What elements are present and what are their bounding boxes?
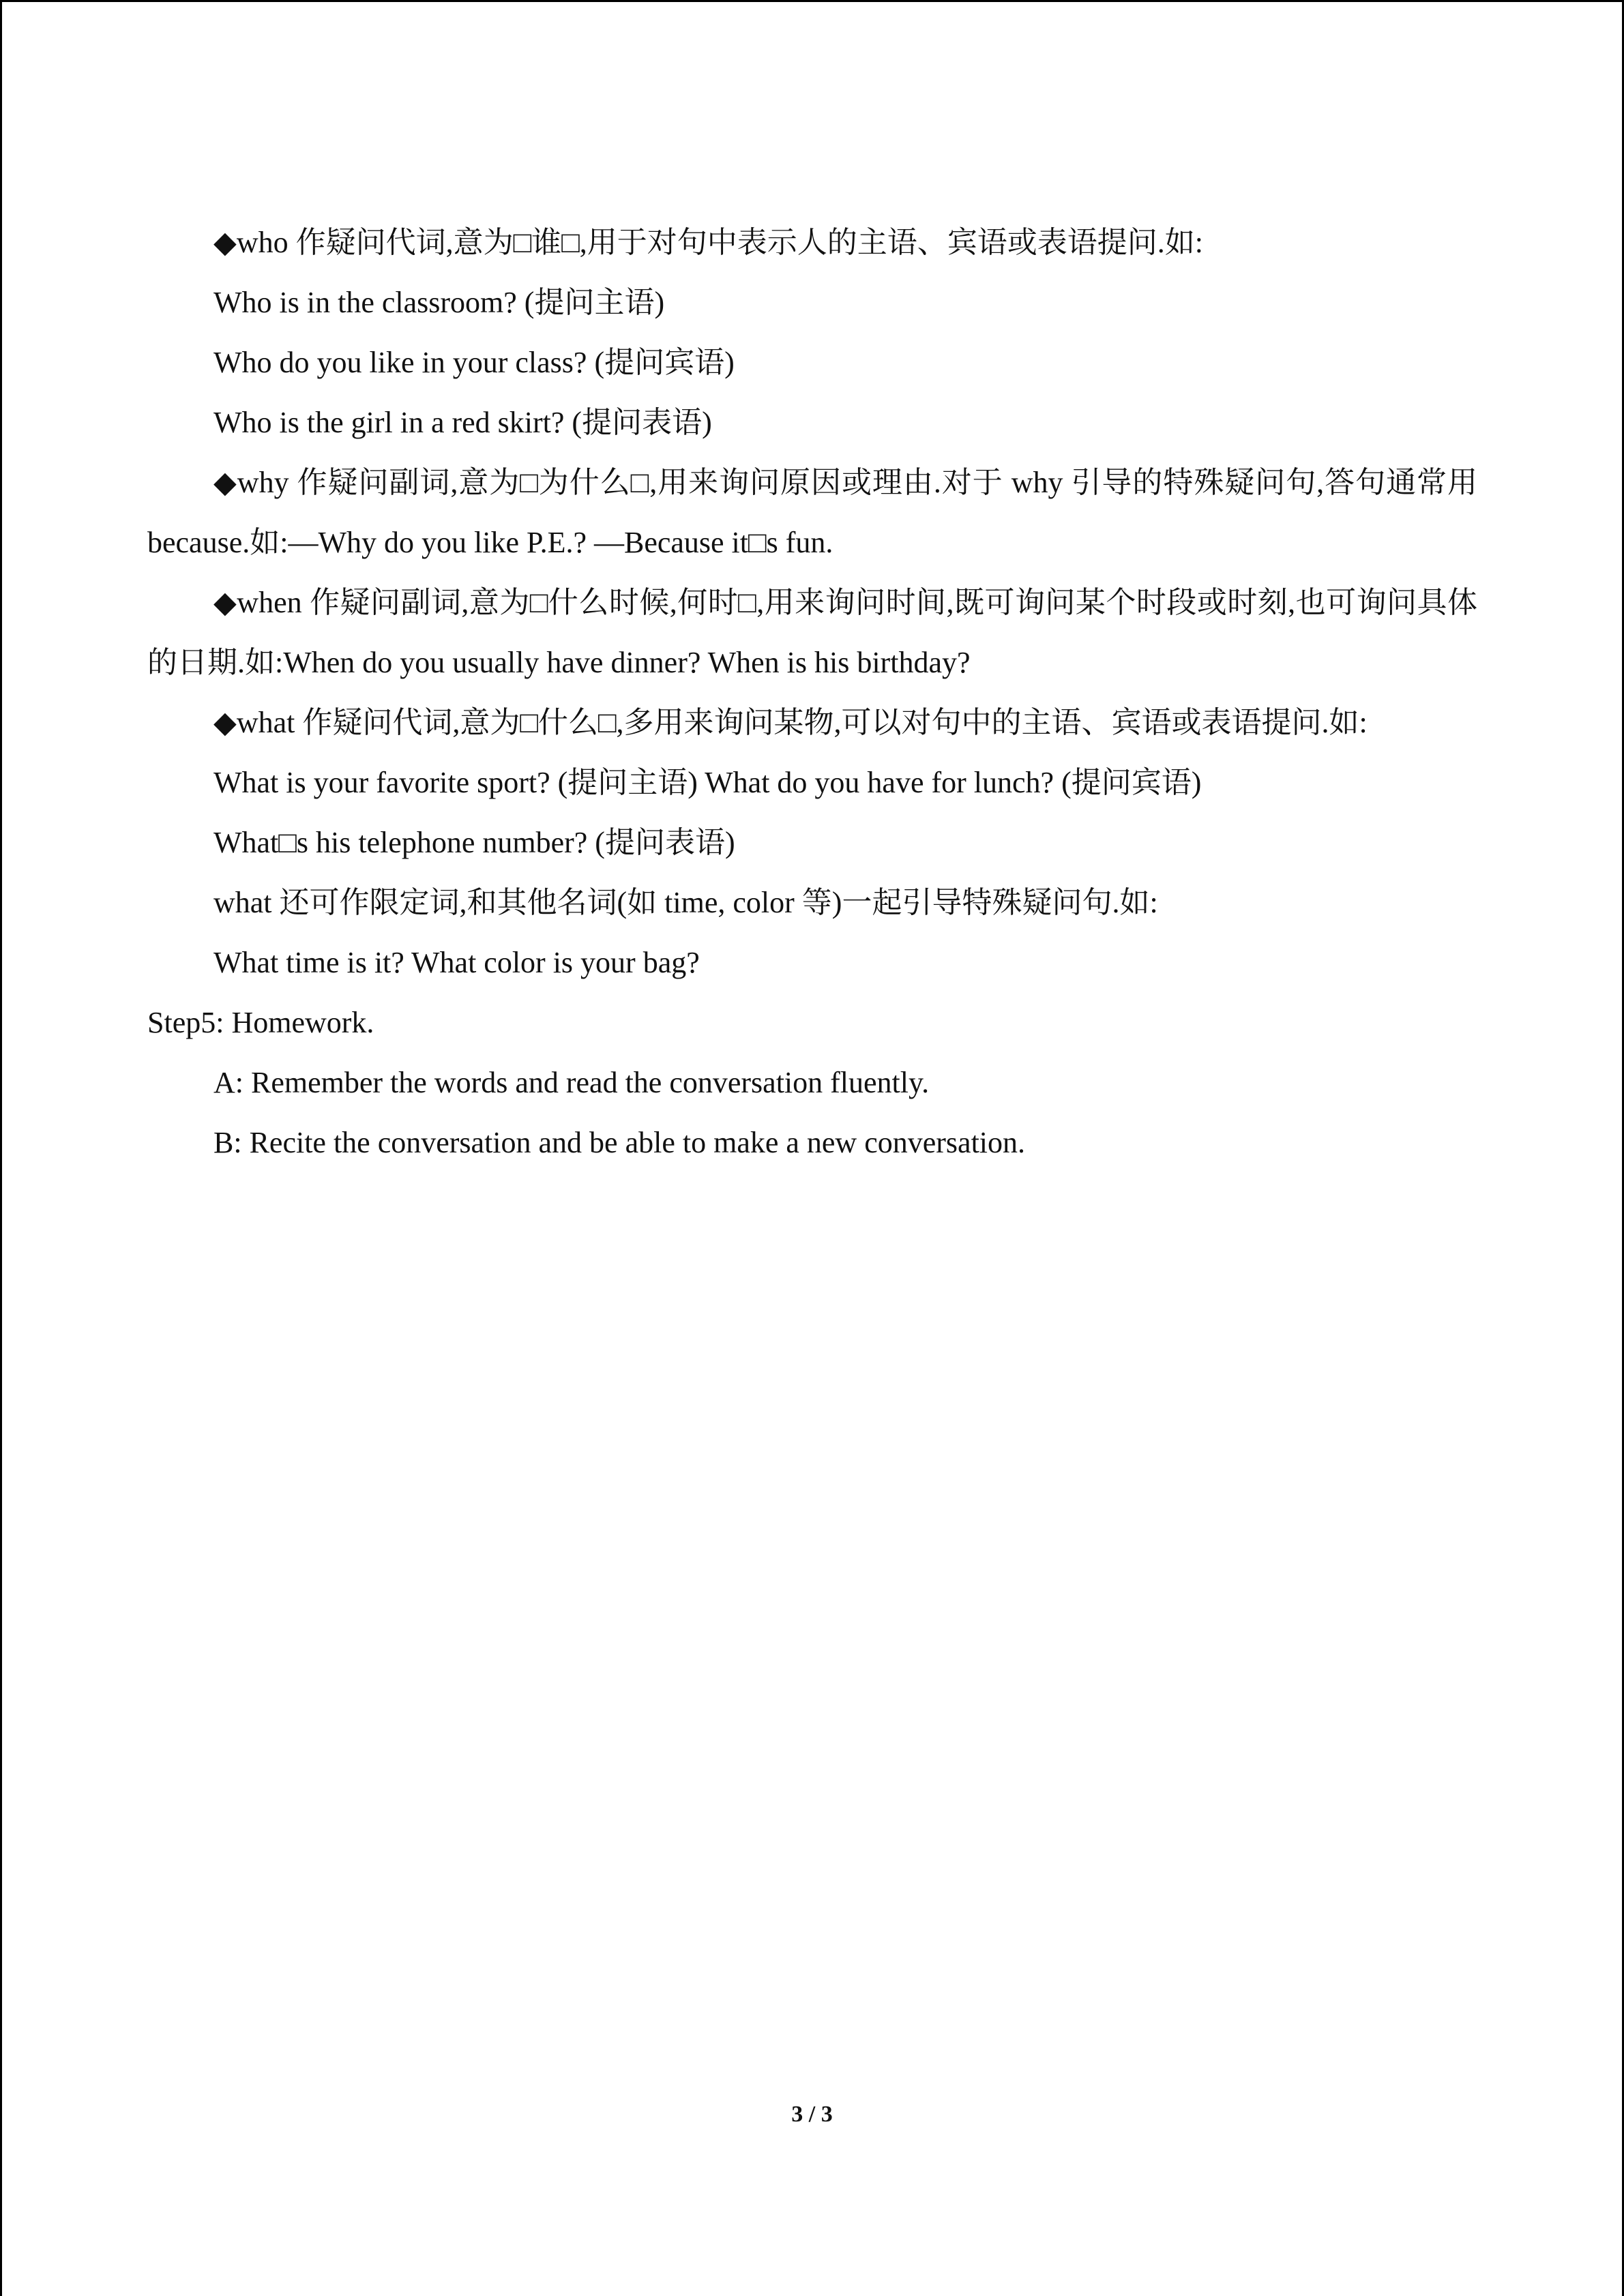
when-paragraph: ◆when 作疑问副词,意为□什么时候,何时□,用来询问时间,既可询问某个时段或时刻,也可询问具体的日期.如:When do you usually have dinner? When is his birthday?	[147, 586, 1477, 679]
step5-heading: Step5: Homework.	[147, 1006, 374, 1039]
what-example-predicative: What□s his telephone number? (提问表语)	[213, 826, 735, 859]
document-body	[147, 213, 1477, 1173]
who-intro-paragraph: ◆who 作疑问代词,意为□谁□,用于对句中表示人的主语、宾语或表语提问.如:	[213, 226, 1203, 259]
homework-item-b: B: Recite the conversation and be able to make a new conversation.	[213, 1126, 1026, 1159]
what-example-subject-object: What is your favorite sport? (提问主语) What do you have for lunch? (提问宾语)	[213, 766, 1202, 799]
homework-item-a: A: Remember the words and read the conversation fluently.	[213, 1066, 930, 1099]
what-determiner-example: What time is it? What color is your bag?	[213, 946, 700, 979]
who-example-subject: Who is in the classroom? (提问主语)	[213, 286, 665, 319]
what-determiner-paragraph: what 还可作限定词,和其他名词(如 time, color 等)一起引导特殊疑问句.如:	[213, 886, 1158, 919]
why-paragraph: ◆why 作疑问副词,意为□为什么□,用来询问原因或理由.对于 why 引导的特殊疑问句,答句通常用 because.如:—Why do you like P.E.? —Because it□s fun.	[147, 466, 1477, 559]
who-example-predicative: Who is the girl in a red skirt? (提问表语)	[213, 406, 712, 439]
page-number: 3 / 3	[791, 2102, 833, 2127]
who-example-object: Who do you like in your class? (提问宾语)	[213, 346, 735, 379]
what-intro-paragraph: ◆what 作疑问代词,意为□什么□,多用来询问某物,可以对句中的主语、宾语或表语提问.如:	[213, 706, 1368, 739]
